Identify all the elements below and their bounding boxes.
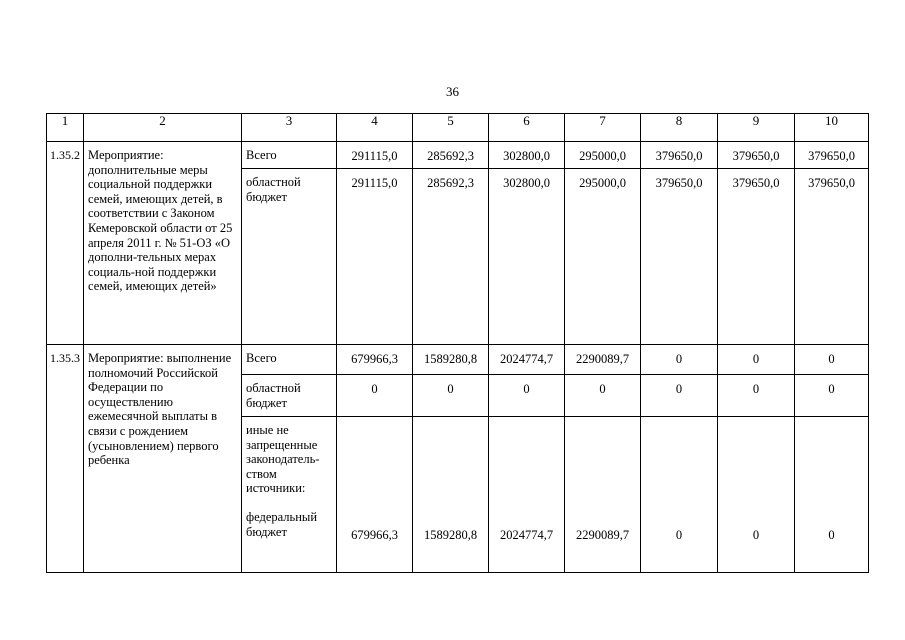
value-cell: 0	[641, 417, 718, 573]
value-cell: 1589280,8	[413, 345, 489, 375]
header-cell: 7	[565, 114, 641, 142]
header-cell: 10	[795, 114, 869, 142]
value-cell: 0	[565, 375, 641, 417]
funding-source: областной бюджет	[242, 169, 337, 345]
item-number: 1.35.2	[47, 142, 84, 345]
value-cell: 0	[641, 375, 718, 417]
value-cell: 379650,0	[718, 142, 795, 169]
value-cell: 295000,0	[565, 142, 641, 169]
value-cell: 0	[718, 375, 795, 417]
value-cell: 291115,0	[337, 142, 413, 169]
other-sources-cell	[242, 417, 337, 573]
value-cell: 379650,0	[795, 142, 869, 169]
header-cell: 6	[489, 114, 565, 142]
header-cell: 2	[84, 114, 242, 142]
value-cell: 379650,0	[718, 169, 795, 345]
header-cell: 4	[337, 114, 413, 142]
value-cell: 302800,0	[489, 142, 565, 169]
table-row	[47, 345, 869, 375]
value-cell: 0	[489, 375, 565, 417]
value-cell: 379650,0	[641, 142, 718, 169]
value-cell: 285692,3	[413, 169, 489, 345]
table-row	[47, 142, 869, 169]
header-cell: 1	[47, 114, 84, 142]
header-cell: 5	[413, 114, 489, 142]
value-cell: 0	[718, 417, 795, 573]
funding-source: федеральный бюджет	[246, 509, 318, 539]
value-cell: 0	[795, 345, 869, 375]
value-cell: 0	[795, 375, 869, 417]
value-cell: 0	[795, 417, 869, 573]
value-cell: 2290089,7	[565, 417, 641, 573]
header-row	[47, 114, 869, 142]
item-description: Мероприятие: выполнение полномочий Российской Федерации по осуществлению ежемесячной выплаты в связи с рождением (усыновлением) первого ребенка	[84, 345, 242, 573]
value-cell: 0	[641, 345, 718, 375]
header-cell: 3	[242, 114, 337, 142]
value-cell: 679966,3	[337, 345, 413, 375]
value-cell: 679966,3	[337, 417, 413, 573]
other-sources-label: иные не запрещенные законодатель-ством источники:	[246, 423, 320, 496]
funding-source: областной бюджет	[242, 375, 337, 417]
value-cell: 379650,0	[641, 169, 718, 345]
value-cell: 0	[413, 375, 489, 417]
value-cell: 0	[718, 345, 795, 375]
value-cell: 0	[337, 375, 413, 417]
budget-table	[46, 113, 869, 573]
value-cell: 2024774,7	[489, 345, 565, 375]
funding-source: Всего	[242, 142, 337, 169]
item-number: 1.35.3	[47, 345, 84, 573]
value-cell: 285692,3	[413, 142, 489, 169]
value-cell: 2290089,7	[565, 345, 641, 375]
value-cell: 1589280,8	[413, 417, 489, 573]
value-cell: 379650,0	[795, 169, 869, 345]
header-cell: 8	[641, 114, 718, 142]
value-cell: 295000,0	[565, 169, 641, 345]
header-cell: 9	[718, 114, 795, 142]
funding-source: Всего	[242, 345, 337, 375]
value-cell: 291115,0	[337, 169, 413, 345]
value-cell: 2024774,7	[489, 417, 565, 573]
item-description: Мероприятие: дополнительные меры социальной поддержки семей, имеющих детей, в соответствии с Законом Кемеровской области от 25 апреля 2011 г. № 51-ОЗ «О дополни-тельных мерах социаль-ной поддержки семей, имеющих детей»	[84, 142, 242, 345]
value-cell: 302800,0	[489, 169, 565, 345]
page-number: 36	[446, 84, 459, 99]
